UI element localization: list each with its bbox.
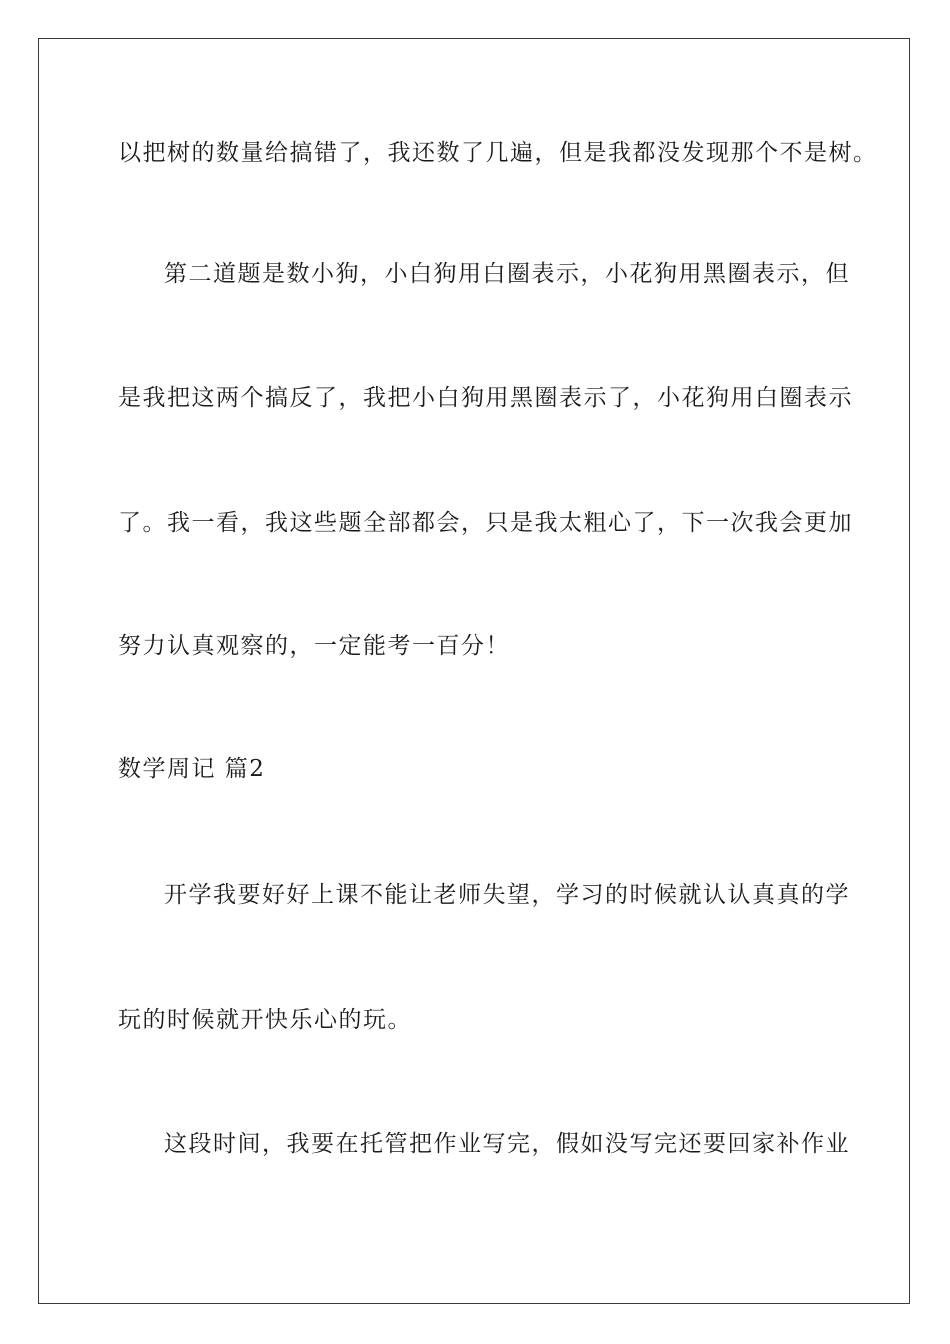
section-heading: 数学周记 篇2 (118, 756, 266, 782)
text-line: 是我把这两个搞反了，我把小白狗用黑圈表示了，小花狗用白圈表示 (118, 385, 853, 411)
text-line: 努力认真观察的，一定能考一百分！ (118, 633, 510, 659)
paragraph-start-line: 第二道题是数小狗，小白狗用白圈表示，小花狗用黑圈表示，但 (164, 261, 850, 287)
paragraph-start-line: 这段时间，我要在托管把作业写完，假如没写完还要回家补作业 (164, 1131, 850, 1157)
paragraph-start-line: 开学我要好好上课不能让老师失望，学习的时候就认认真真的学 (164, 882, 850, 908)
text-line: 了。我一看，我这些题全部都会，只是我太粗心了，下一次我会更加 (118, 510, 853, 536)
text-line: 以把树的数量给搞错了，我还数了几遍，但是我都没发现那个不是树。 (118, 140, 878, 166)
page-border (38, 38, 910, 1304)
text-line: 玩的时候就开快乐心的玩。 (118, 1007, 412, 1033)
